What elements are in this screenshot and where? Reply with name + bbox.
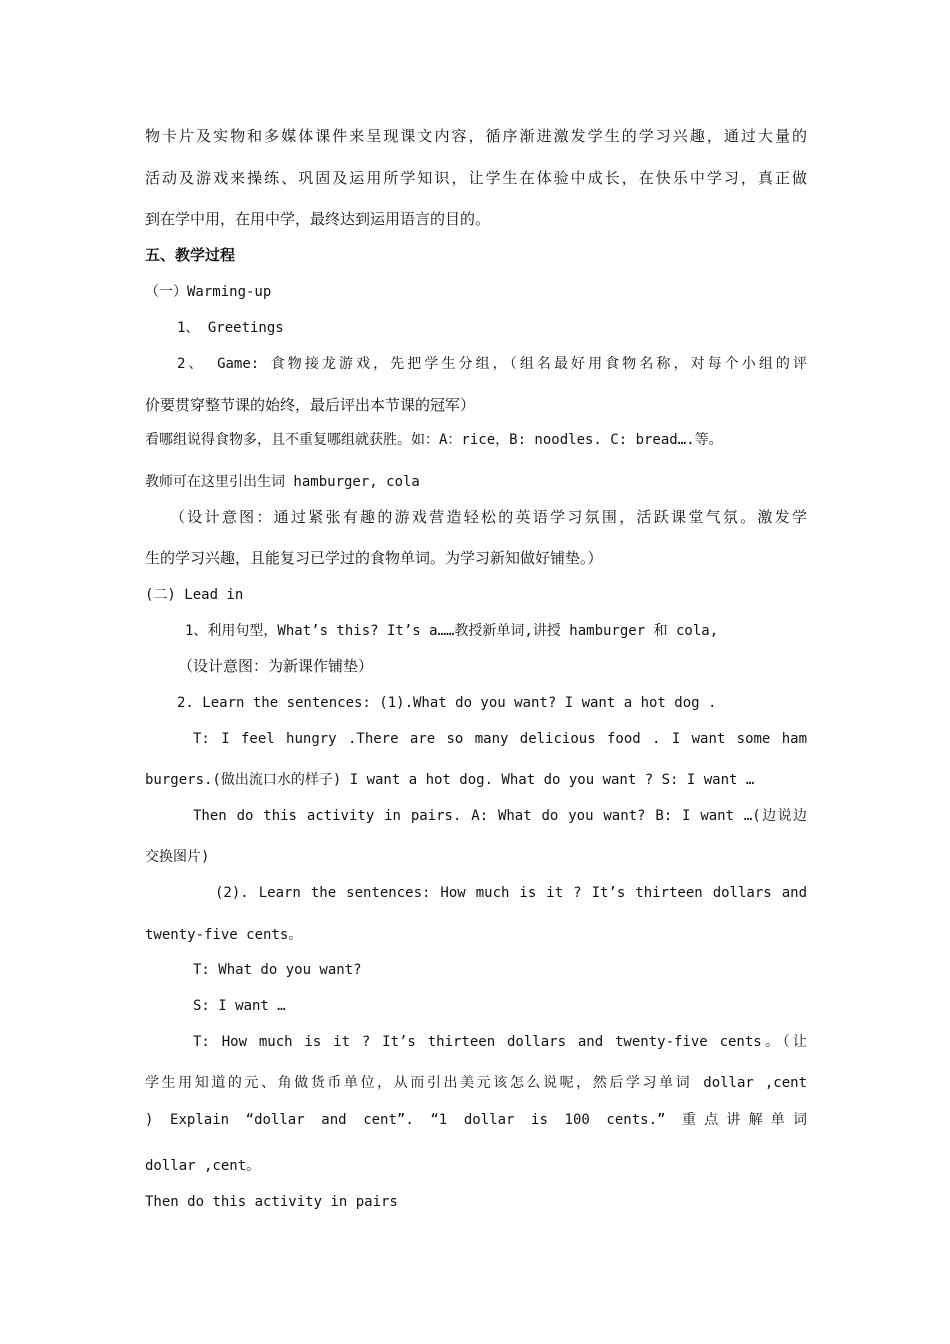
paragraph-line: 价要贯穿整节课的始终，最后评出本节课的冠军） bbox=[145, 396, 476, 414]
paragraph-line: dollar ,cent。 bbox=[145, 1158, 261, 1174]
paragraph-line: 交换图片) bbox=[145, 849, 210, 865]
list-item: 2. Learn the sentences: (1).What do you want? I want a hot dog . bbox=[177, 695, 717, 711]
dialogue-line: S: I want … bbox=[193, 998, 286, 1014]
design-note: （设计意图：为新课作铺垫） bbox=[178, 657, 374, 675]
list-item: 2、 Game: 食物接龙游戏，先把学生分组，（组名最好用食物名称，对每个小组的评 bbox=[177, 356, 807, 372]
paragraph-line: Then do this activity in pairs bbox=[145, 1194, 398, 1210]
paragraph-line: 活动及游戏来操练、巩固及运用所学知识，让学生在体验中成长，在快乐中学习，真正做 bbox=[145, 169, 807, 187]
design-note: （设计意图：通过紧张有趣的游戏营造轻松的英语学习氛围，活跃课堂气氛。激发学 bbox=[170, 508, 807, 526]
list-item: 1、 Greetings bbox=[177, 320, 284, 336]
subsection-heading: （一）Warming-up bbox=[145, 284, 272, 300]
dialogue-line: T: I feel hungry .There are so many delicious food . I want some ham bbox=[193, 731, 807, 747]
subsection-heading: (二) Lead in bbox=[145, 587, 244, 603]
paragraph-line: 学生用知道的元、角做货币单位，从而引出美元该怎么说呢，然后学习单词 dollar ,cent bbox=[145, 1075, 807, 1091]
paragraph-line: 到在学中用，在用中学，最终达到运用语言的目的。 bbox=[145, 210, 491, 228]
dialogue-line: T: What do you want? bbox=[193, 962, 362, 978]
paragraph-line: 教师可在这里引出生词 hamburger, cola bbox=[145, 474, 420, 490]
list-item: (2). Learn the sentences: How much is it ? It’s thirteen dollars and bbox=[215, 885, 807, 901]
dialogue-line: burgers.(做出流口水的样子) I want a hot dog. What do you want ? S: I want … bbox=[145, 772, 755, 788]
list-item: 1、利用句型，What’s this? It’s a……教授新单词,讲授 hamburger 和 cola, bbox=[185, 623, 719, 639]
dialogue-line: T: How much is it ? It’s thirteen dollars and twenty-five cents。（让 bbox=[193, 1034, 807, 1050]
paragraph-line: 物卡片及实物和多媒体课件来呈现课文内容，循序渐进激发学生的学习兴趣，通过大量的 bbox=[145, 127, 807, 145]
paragraph-line: 看哪组说得食物多，且不重复哪组就获胜。如：A：rice，B: noodles. C: bread….等。 bbox=[145, 432, 723, 448]
paragraph-line: ) Explain “dollar and cent”. “1 dollar is 100 cents.” 重点讲解单词 bbox=[145, 1112, 807, 1128]
design-note: 生的学习兴趣，且能复习已学过的食物单词。为学习新知做好铺垫。） bbox=[145, 549, 603, 567]
paragraph-line: twenty-five cents。 bbox=[145, 927, 303, 943]
paragraph-line: Then do this activity in pairs. A: What do you want? B: I want …(边说边 bbox=[193, 808, 807, 824]
section-heading: 五、教学过程 bbox=[145, 246, 236, 264]
